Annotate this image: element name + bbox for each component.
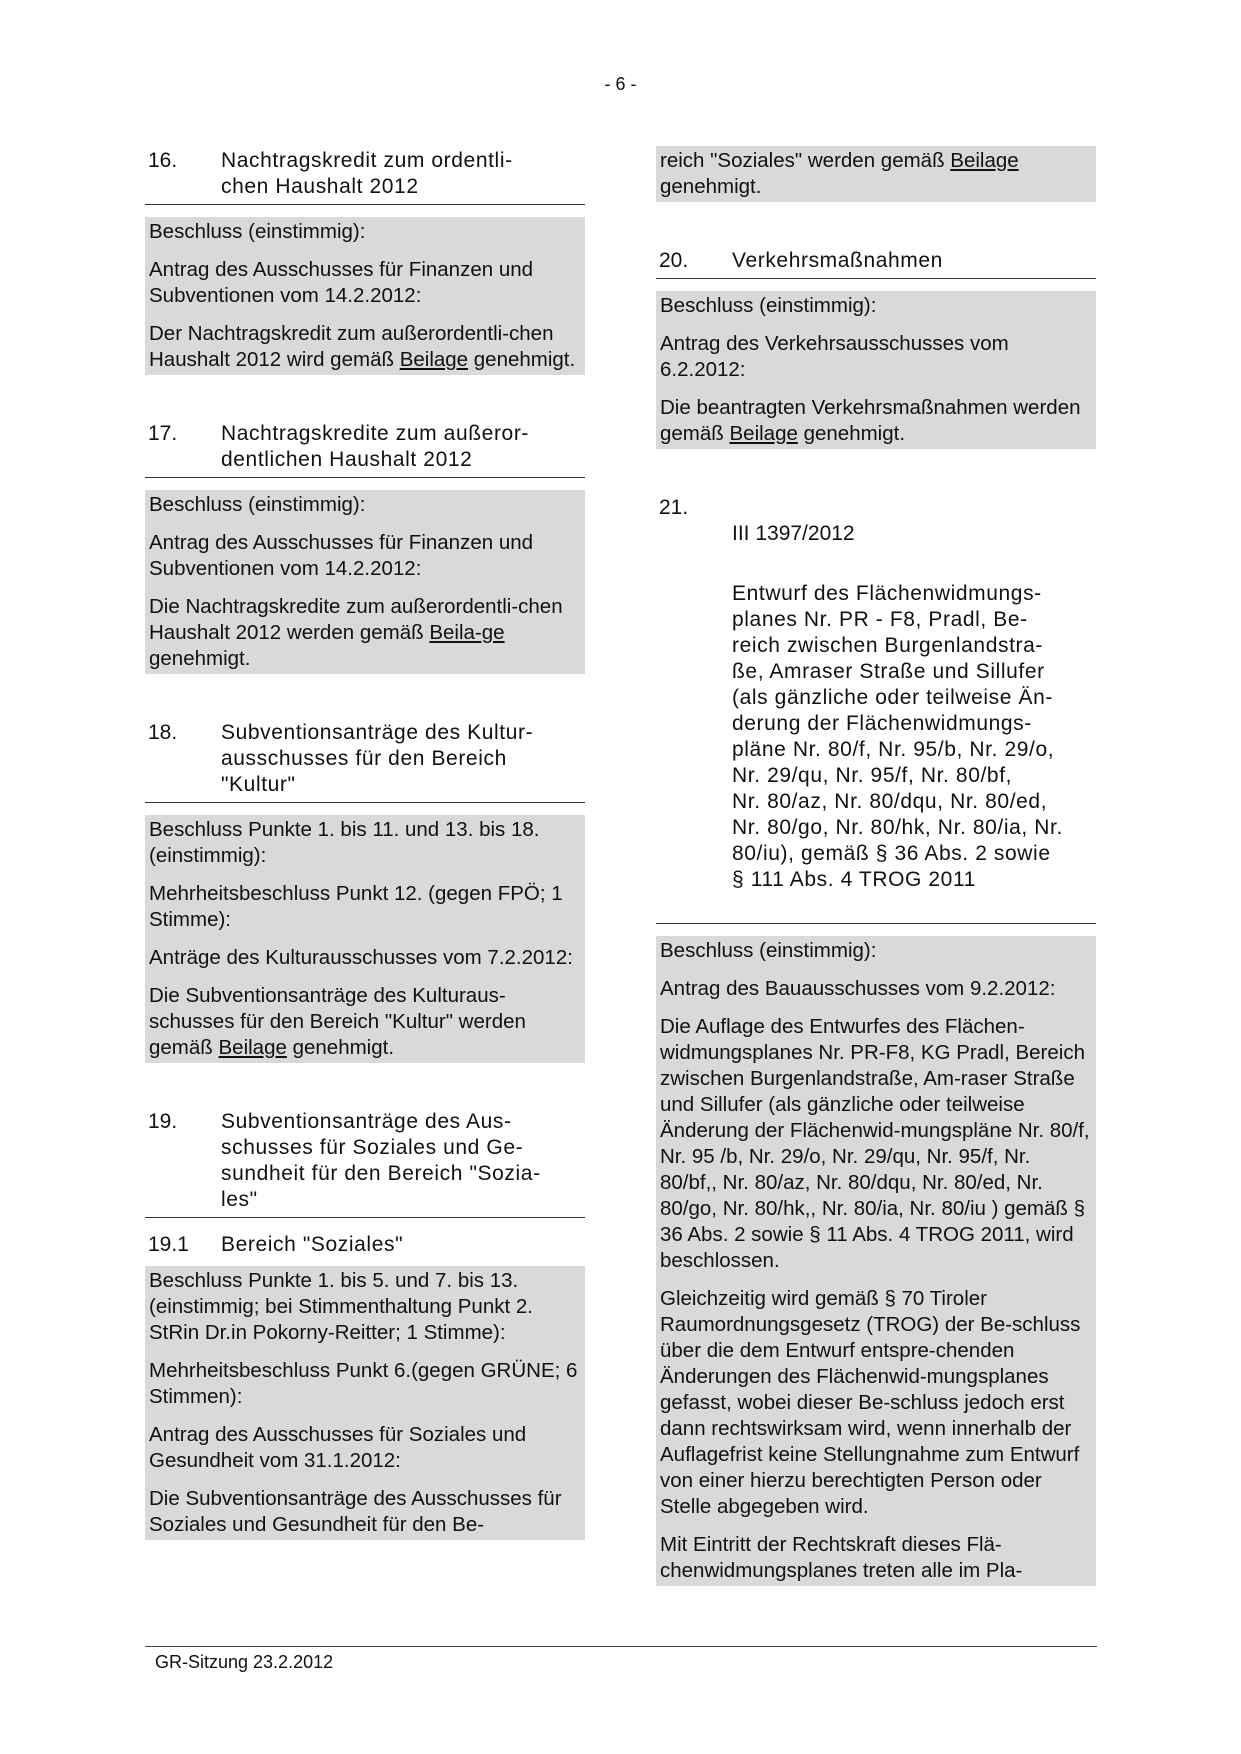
resolution-text: reich "Soziales" werden gemäß Beilage genehmigt. bbox=[660, 149, 1019, 198]
attachment-link[interactable]: Beilage bbox=[729, 422, 798, 445]
resolution-text: Die beantragten Verkehrsmaßnahmen werden gemäß Beilage genehmigt. bbox=[660, 396, 1081, 445]
item-number: 21. bbox=[659, 496, 689, 519]
right-column bbox=[656, 146, 1096, 1586]
motion-source: Anträge des Kulturausschusses vom 7.2.2012: bbox=[149, 946, 573, 969]
page-number: - 6 - bbox=[604, 74, 637, 94]
item-number: 19.1 bbox=[148, 1233, 189, 1256]
motion-source: Antrag des Ausschusses für Soziales und Gesundheit vom 31.1.2012: bbox=[149, 1423, 527, 1472]
motion-source: Antrag des Verkehrsausschusses vom 6.2.2012: bbox=[660, 332, 1009, 381]
item-heading bbox=[145, 146, 585, 205]
resolution-type: Beschluss (einstimmig): bbox=[149, 493, 366, 516]
item-title: Subventionsanträge des Kultur- ausschusses für den Bereich "Kultur" bbox=[221, 721, 534, 796]
motion-source: Antrag des Ausschusses für Finanzen und Subventionen vom 14.2.2012: bbox=[149, 258, 534, 307]
resolution-text: Der Nachtragskredit zum außerordentli-chen Haushalt 2012 wird gemäß Beilage genehmigt. bbox=[149, 322, 576, 371]
agenda-item-21 bbox=[656, 493, 1096, 1586]
item-heading bbox=[656, 493, 1096, 924]
file-reference: III 1397/2012 bbox=[732, 522, 855, 545]
item-heading bbox=[145, 419, 585, 478]
subitem-heading bbox=[145, 1230, 585, 1262]
resolution-text: Mit Eintritt der Rechtskraft dieses Flä-chenwidmungsplanes treten alle im Pla- bbox=[660, 1533, 1023, 1582]
resolution-text: Gleichzeitig wird gemäß § 70 Tiroler Raumordnungsgesetz (TROG) der Be-schluss über die dem Entwurf entspre-chenden Änderungen des Flächenwid-mungsplanes gefasst, wobei dieser Be-schluss jedoch erst dann rechtswirksam wird, wenn innerhalb der Auflagefrist keine Stellungnahme zum Entwurf von einer hierzu berechtigten Person oder Stelle abgegeben wird. bbox=[660, 1287, 1081, 1518]
item-heading bbox=[656, 246, 1096, 279]
attachment-link[interactable]: Beilage bbox=[218, 1036, 287, 1059]
resolution-type: Beschluss Punkte 1. bis 5. und 7. bis 13. (einstimmig; bei Stimmenthaltung Punkt 2. StRin Dr.in Pokorny-Reitter; 1 Stimme): bbox=[149, 1269, 533, 1344]
motion-source: Antrag des Bauausschusses vom 9.2.2012: bbox=[660, 977, 1056, 1000]
resolution-type: Beschluss (einstimmig): bbox=[149, 220, 366, 243]
agenda-item-17 bbox=[145, 419, 585, 674]
item-title: Nachtragskredit zum ordentli- chen Haushalt 2012 bbox=[221, 149, 513, 198]
item-title: Nachtragskredite zum außeror- dentlichen Haushalt 2012 bbox=[221, 422, 530, 471]
resolution-text: Die Subventionsanträge des Kulturaus-schusses für den Bereich "Kultur" werden gemäß Beilage genehmigt. bbox=[149, 984, 526, 1059]
resolution-type: Beschluss Punkte 1. bis 11. und 13. bis 18. (einstimmig): bbox=[149, 818, 540, 867]
item-number: 19. bbox=[148, 1110, 178, 1133]
attachment-link[interactable]: Beilage bbox=[399, 348, 469, 371]
attachment-link[interactable]: Beilage bbox=[950, 149, 1019, 172]
item-title: Verkehrsmaßnahmen bbox=[732, 249, 943, 272]
item-title: Entwurf des Flächenwidmungs- planes Nr. PR - F8, Pradl, Be- reich zwischen Burgenlandstra- ße, Amraser Straße und Sillufer (als gänzliche oder teilweise Än- derung der Flächenwidmungs- pläne Nr. 80/f, Nr. 95/b, Nr. 29/o, Nr. 29/qu, Nr. 95/f, Nr. 80/bf, Nr. 80/az, Nr. 80/dqu, Nr. 80/ed, Nr. 80/go, Nr. 80/hk, Nr. 80/ia, Nr. 80/iu), gemäß § 36 Abs. 2 sowie § 111 Abs. 4 TROG 2011 bbox=[732, 582, 1063, 891]
resolution-text: Die Subventionsanträge des Ausschusses für Soziales und Gesundheit für den Be- bbox=[149, 1487, 562, 1536]
resolution-text: Die Auflage des Entwurfes des Flächen-widmungsplanes Nr. PR-F8, KG Pradl, Bereich zwischen Burgenlandstraße, Am-raser Straße und Sillufer (als gänzliche oder teilweise Änderung der Flächenwid-mungspläne Nr. 80/f, Nr. 95 /b, Nr. 29/o, Nr. 29/qu, Nr. 95/f, Nr. 80/bf,, Nr. 80/az, Nr. 80/dqu, Nr. 80/ed, Nr. 80/go, Nr. 80/hk,, Nr. 80/ia, Nr. 80/iu ) gemäß § 36 Abs. 2 sowie § 11 Abs. 4 TROG 2011, wird beschlossen. bbox=[660, 1015, 1090, 1272]
item-number: 18. bbox=[148, 721, 178, 744]
item-number: 20. bbox=[659, 249, 689, 272]
agenda-item-19 bbox=[145, 1107, 585, 1540]
agenda-item-16 bbox=[145, 146, 585, 375]
item-heading bbox=[145, 718, 585, 803]
footer-divider bbox=[145, 1646, 1097, 1647]
resolution-box bbox=[145, 217, 585, 375]
resolution-box bbox=[656, 936, 1096, 1586]
resolution-box bbox=[145, 490, 585, 674]
item-number: 17. bbox=[148, 422, 178, 445]
attachment-link[interactable]: Beila-ge bbox=[429, 621, 505, 644]
left-column bbox=[145, 146, 585, 1540]
resolution-box bbox=[656, 291, 1096, 449]
item-heading bbox=[145, 1107, 585, 1218]
majority-resolution: Mehrheitsbeschluss Punkt 6.(gegen GRÜNE; 6 Stimmen): bbox=[149, 1359, 578, 1408]
item-title: Subventionsanträge des Aus- schusses für Soziales und Ge- sundheit für den Bereich "Sozia- les" bbox=[221, 1110, 541, 1211]
majority-resolution: Mehrheitsbeschluss Punkt 12. (gegen FPÖ; 1 Stimme): bbox=[149, 882, 563, 931]
resolution-box-continued bbox=[656, 146, 1096, 202]
agenda-item-20 bbox=[656, 246, 1096, 449]
resolution-type: Beschluss (einstimmig): bbox=[660, 939, 877, 962]
footer: GR-Sitzung 23.2.2012 bbox=[155, 1652, 334, 1672]
item-number: 16. bbox=[148, 149, 178, 172]
resolution-type: Beschluss (einstimmig): bbox=[660, 294, 877, 317]
agenda-item-18 bbox=[145, 718, 585, 1063]
resolution-text: Die Nachtragskredite zum außerordentli-chen Haushalt 2012 werden gemäß Beila-ge genehmigt. bbox=[149, 595, 563, 670]
resolution-box bbox=[145, 1266, 585, 1540]
item-title: Bereich "Soziales" bbox=[221, 1233, 404, 1256]
resolution-box bbox=[145, 815, 585, 1063]
motion-source: Antrag des Ausschusses für Finanzen und Subventionen vom 14.2.2012: bbox=[149, 531, 534, 580]
